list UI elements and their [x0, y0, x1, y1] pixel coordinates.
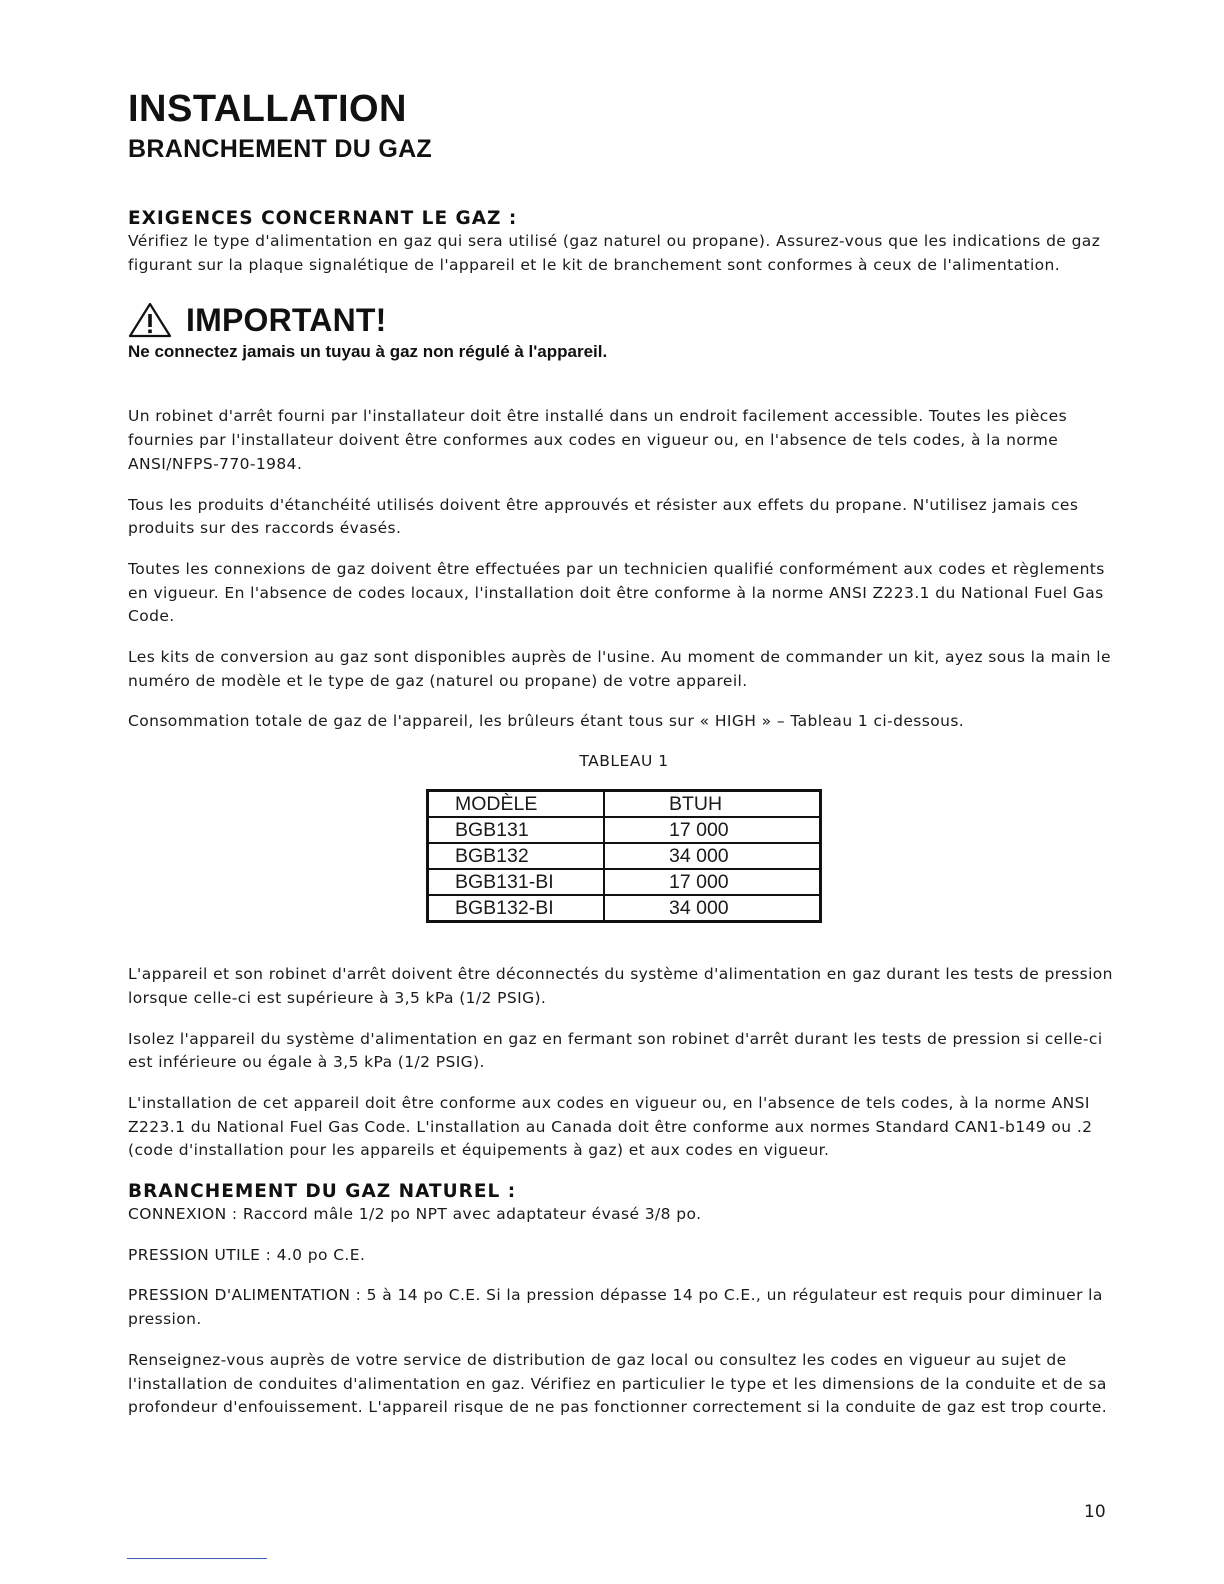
- paragraph-codes: L'installation de cet appareil doit être conforme aux codes en vigueur ou, en l'absence de tels codes, à la norme ANSI Z223.1 du National Fuel Gas Code. L'installation au Canada doit être conforme aux normes Standard CAN1-b149 ou .2 (code d'installation pour les appareils et équipements à gaz) et aux codes en vigueur.: [128, 1093, 1093, 1160]
- table-header-cell: MODÈLE: [428, 791, 605, 818]
- natural-gas-working-pressure: PRESSION UTILE : 4.0 po C.E.: [128, 1245, 366, 1264]
- important-banner: [128, 299, 1120, 341]
- table-row: [428, 817, 821, 843]
- table-header-row: [428, 791, 821, 818]
- table-cell-model: BGB131-BI: [428, 869, 605, 895]
- page-subtitle: BRANCHEMENT DU GAZ: [128, 135, 432, 163]
- important-title: IMPORTANT!: [186, 301, 387, 338]
- paragraph-sealants: Tous les produits d'étanchéité utilisés doivent être approuvés et résister aux effets du propane. N'utilisez jamais ces produits sur des raccords évasés.: [128, 495, 1079, 538]
- table-row: [428, 895, 821, 922]
- table-cell-model: BGB131: [428, 817, 605, 843]
- paragraph-consumption: Consommation totale de gaz de l'appareil, les brûleurs étant tous sur « HIGH » – Tableau 1 ci-dessous.: [128, 712, 965, 731]
- natural-gas-heading: BRANCHEMENT DU GAZ NATUREL :: [128, 1181, 517, 1203]
- table-header-cell: BTUH: [604, 791, 821, 818]
- natural-gas-advice: Renseignez-vous auprès de votre service de distribution de gaz local ou consultez les codes en vigueur au sujet de l'installation de conduites d'alimentation en gaz. Vérifiez en particulier le type et les dimensions de la conduite et de sa profondeur d'enfouissement. L'appareil risque de ne pas fonctionner correctement si la conduite de gaz est trop courte.: [128, 1350, 1108, 1417]
- paragraph-shutoff-valve: Un robinet d'arrêt fourni par l'installateur doit être installé dans un endroit facilement accessible. Toutes les pièces fournies par l'installateur doivent être conformes aux codes en vigueur ou, en l'absence de tels codes, à la norme ANSI/NFPS-770-1984.: [128, 407, 1068, 473]
- paragraph-pressure-test-high: L'appareil et son robinet d'arrêt doivent être déconnectés du système d'alimentation en gaz durant les tests de pression lorsque celle-ci est supérieure à 3,5 kPa (1/2 PSIG).: [128, 965, 1113, 1007]
- table-cell-btuh: 34 000: [604, 895, 821, 922]
- btuh-table: [426, 789, 822, 923]
- natural-gas-connection: CONNEXION : Raccord mâle 1/2 po NPT avec adaptateur évasé 3/8 po.: [128, 1205, 702, 1224]
- paragraph-pressure-test-low: Isolez l'appareil du système d'alimentation en gaz en fermant son robinet d'arrêt durant les tests de pression si celle-ci est inférieure ou égale à 3,5 kPa (1/2 PSIG).: [128, 1029, 1103, 1072]
- page-number: 10: [1084, 1502, 1106, 1522]
- table-cell-btuh: 17 000: [604, 869, 821, 895]
- natural-gas-supply-pressure: PRESSION D'ALIMENTATION : 5 à 14 po C.E. Si la pression dépasse 14 po C.E., un régulateur est requis pour diminuer la pression.: [128, 1286, 1103, 1329]
- table-row: [428, 843, 821, 869]
- important-warning-text: Ne connectez jamais un tuyau à gaz non régulé à l'appareil.: [128, 342, 608, 362]
- footer-divider: [127, 1558, 267, 1559]
- table-cell-model: BGB132-BI: [428, 895, 605, 922]
- table-row: [428, 869, 821, 895]
- table-caption: TABLEAU 1: [579, 752, 669, 771]
- table-cell-model: BGB132: [428, 843, 605, 869]
- gas-requirements-text: Vérifiez le type d'alimentation en gaz qui sera utilisé (gaz naturel ou propane). Assurez-vous que les indications de gaz figurant sur la plaque signalétique de l'appareil et le kit de branchement sont conformes à ceux de l'alimentation.: [128, 232, 1101, 274]
- page-title: INSTALLATION: [128, 88, 407, 130]
- warning-triangle-icon: [128, 302, 172, 338]
- table-cell-btuh: 17 000: [604, 817, 821, 843]
- paragraph-connections: Toutes les connexions de gaz doivent être effectuées par un technicien qualifié conformément aux codes et règlements en vigueur. En l'absence de codes locaux, l'installation doit être conforme à la norme ANSI Z223.1 du National Fuel Gas Code.: [128, 559, 1105, 626]
- gas-requirements-heading: EXIGENCES CONCERNANT LE GAZ :: [128, 208, 518, 229]
- page-content: [128, 86, 1120, 1420]
- table-cell-btuh: 34 000: [604, 843, 821, 869]
- paragraph-conversion-kits: Les kits de conversion au gaz sont disponibles auprès de l'usine. Au moment de commander un kit, ayez sous la main le numéro de modèle et le type de gaz (naturel ou propane) de votre appareil.: [128, 648, 1111, 690]
